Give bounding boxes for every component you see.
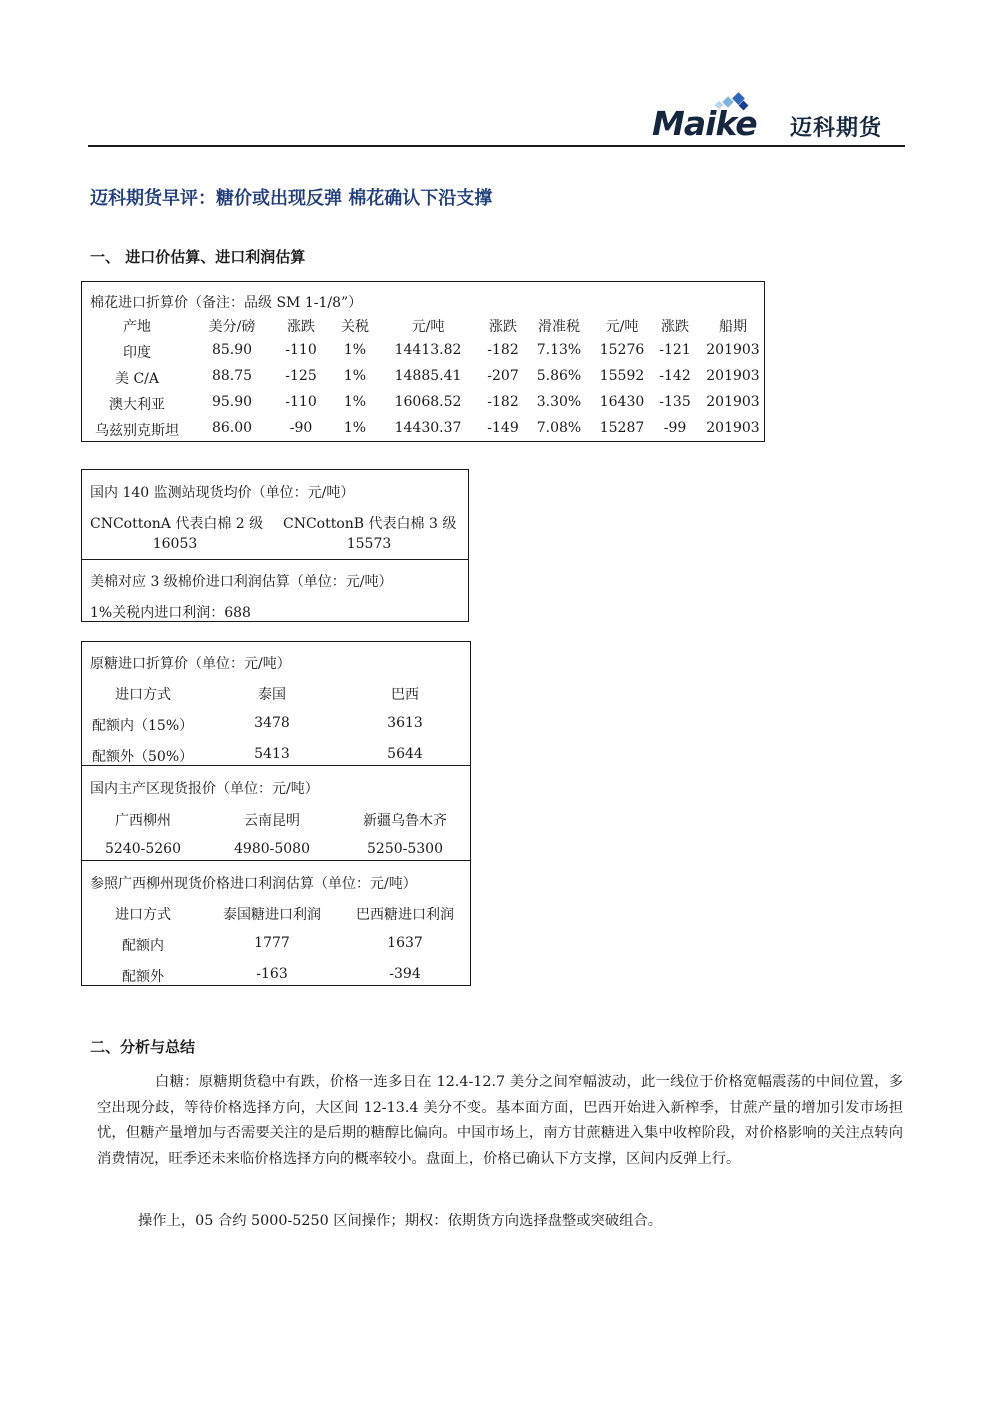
us-cotton-profit-value: 1%关税内进口利润：688 bbox=[90, 605, 251, 621]
table-header: 关税 bbox=[341, 319, 369, 335]
spot-price-caption: 国内主产区现货报价（单位：元/吨） bbox=[90, 781, 319, 797]
table-cell: 15276 bbox=[599, 342, 645, 358]
table-cell: 3.30% bbox=[536, 394, 582, 410]
table-cell: -394 bbox=[389, 966, 421, 982]
table-header: 产地 bbox=[123, 319, 151, 335]
table-cell: 5413 bbox=[254, 746, 290, 762]
table-header: 云南昆明 bbox=[244, 813, 300, 829]
table-header: 泰国糖进口利润 bbox=[223, 907, 321, 923]
table-cell: 14413.82 bbox=[394, 342, 462, 358]
table-cell: 201903 bbox=[706, 394, 760, 410]
table-cell: 3478 bbox=[254, 715, 290, 731]
table-cell: 配额内（15%） bbox=[92, 718, 194, 734]
table-cell: 201903 bbox=[706, 342, 760, 358]
logo-chinese-name: 迈科期货 bbox=[790, 116, 883, 141]
table-cell: 乌兹别克斯坦 bbox=[95, 423, 179, 439]
table-cell: 15287 bbox=[599, 420, 645, 436]
table-cell: 5250-5300 bbox=[367, 841, 443, 857]
table-cell: 配额外 bbox=[122, 969, 164, 985]
document-title: 迈科期货早评：糖价或出现反弹 棉花确认下沿支撑 bbox=[90, 188, 493, 209]
table-header: 进口方式 bbox=[115, 907, 171, 923]
table-cell: -163 bbox=[256, 966, 288, 982]
table-cell: -90 bbox=[289, 420, 313, 436]
header-divider bbox=[88, 145, 905, 147]
table-cell: 1% bbox=[343, 420, 367, 436]
table-header: 泰国 bbox=[258, 687, 286, 703]
table-cell: 16430 bbox=[599, 394, 645, 410]
cnc-b-value: 15573 bbox=[346, 536, 392, 552]
table-header: 广西柳州 bbox=[115, 813, 171, 829]
table-cell: 7.08% bbox=[536, 420, 582, 436]
analysis-paragraph: 白糖：原糖期货稳中有跌，价格一连多日在 12.4-12.7 美分之间窄幅波动，此一线位于价格宽幅震荡的中间位置，多空出现分歧，等待价格选择方向，大区间 12-13.4 美分不变。基本面方面，巴西开始进入新榨季，甘蔗产量的增加引发市场担忧，但糖产量增加与否需要关注的是后期的糖醇比偏向。中国市场上，南方甘蔗糖进入集中收榨阶段，对价格影响的关注点转向消费情况，旺季还未来临价格选择方向的概率较小。盘面上，价格已确认下方支撑，区间内反弹上行。 bbox=[97, 1074, 903, 1167]
table-cell: 1777 bbox=[254, 935, 290, 951]
table-cell: 85.90 bbox=[211, 342, 253, 358]
table-cell: 14430.37 bbox=[394, 420, 462, 436]
section-heading-2: 二、分析与总结 bbox=[90, 1038, 196, 1056]
table-cell: -149 bbox=[487, 420, 519, 436]
cotton-import-caption: 棉花进口折算价（备注：品级 SM 1-1/8”） bbox=[90, 295, 363, 311]
cnc-a-label: CNCottonA 代表白棉 2 级 bbox=[90, 516, 264, 532]
table-cell: -142 bbox=[659, 368, 691, 384]
table-cell: 配额内 bbox=[122, 938, 164, 954]
table-cell: 5644 bbox=[387, 746, 423, 762]
table-header: 巴西糖进口利润 bbox=[356, 907, 454, 923]
table-cell: -121 bbox=[659, 342, 691, 358]
table-cell: -99 bbox=[663, 420, 687, 436]
divider bbox=[81, 860, 471, 861]
table-header: 元/吨 bbox=[411, 319, 445, 335]
table-header: 美分/磅 bbox=[208, 319, 256, 335]
table-header: 进口方式 bbox=[115, 687, 171, 703]
section-heading-1: 一、 进口价估算、进口利润估算 bbox=[90, 248, 306, 266]
table-cell: -207 bbox=[487, 368, 519, 384]
table-cell: 201903 bbox=[706, 420, 760, 436]
table-cell: -182 bbox=[487, 394, 519, 410]
table-cell: 4980-5080 bbox=[234, 841, 310, 857]
table-cell: 95.90 bbox=[211, 394, 253, 410]
company-logo bbox=[652, 92, 904, 142]
table-cell: 7.13% bbox=[536, 342, 582, 358]
table-header: 滑准税 bbox=[538, 319, 580, 335]
table-cell: -110 bbox=[285, 394, 317, 410]
table-cell: 16068.52 bbox=[394, 394, 462, 410]
table-cell: -182 bbox=[487, 342, 519, 358]
table-cell: 5240-5260 bbox=[105, 841, 181, 857]
table-cell: -125 bbox=[285, 368, 317, 384]
cnc-a-value: 16053 bbox=[152, 536, 198, 552]
table-header: 涨跌 bbox=[661, 319, 689, 335]
us-cotton-profit-caption: 美棉对应 3 级棉价进口利润估算（单位：元/吨） bbox=[90, 574, 393, 590]
table-cell: -135 bbox=[659, 394, 691, 410]
table-cell: 印度 bbox=[123, 345, 151, 361]
table-cell: 86.00 bbox=[211, 420, 253, 436]
table-cell: 201903 bbox=[706, 368, 760, 384]
table-cell: 1637 bbox=[387, 935, 423, 951]
cnc-b-label: CNCottonB 代表白棉 3 级 bbox=[283, 516, 457, 532]
table-cell: 5.86% bbox=[536, 368, 582, 384]
table-cell: 1% bbox=[343, 342, 367, 358]
table-cell: 1% bbox=[343, 368, 367, 384]
table-cell: -110 bbox=[285, 342, 317, 358]
raw-sugar-caption: 原糖进口折算价（单位：元/吨） bbox=[90, 656, 291, 672]
domestic-cotton-caption: 国内 140 监测站现货均价（单位：元/吨） bbox=[90, 485, 355, 501]
table-header: 涨跌 bbox=[287, 319, 315, 335]
table-cell: 88.75 bbox=[211, 368, 253, 384]
table-cell: 美 C/A bbox=[115, 371, 159, 387]
table-cell: 1% bbox=[343, 394, 367, 410]
divider bbox=[81, 559, 469, 560]
table-cell: 15592 bbox=[599, 368, 645, 384]
table-cell: 配额外（50%） bbox=[92, 749, 194, 765]
operation-paragraph: 操作上，05 合约 5000-5250 区间操作；期权：依期货方向选择盘整或突破组合。 bbox=[138, 1213, 663, 1229]
table-cell: 3613 bbox=[387, 715, 423, 731]
sugar-profit-caption: 参照广西柳州现货价格进口利润估算（单位：元/吨） bbox=[90, 876, 417, 892]
table-header: 涨跌 bbox=[489, 319, 517, 335]
table-header: 巴西 bbox=[391, 687, 419, 703]
table-header: 元/吨 bbox=[605, 319, 639, 335]
table-header: 新疆乌鲁木齐 bbox=[363, 813, 447, 829]
table-cell: 澳大利亚 bbox=[109, 397, 165, 413]
table-cell: 14885.41 bbox=[394, 368, 462, 384]
logo-wordmark: Maike bbox=[652, 104, 757, 143]
table-header: 船期 bbox=[719, 319, 747, 335]
